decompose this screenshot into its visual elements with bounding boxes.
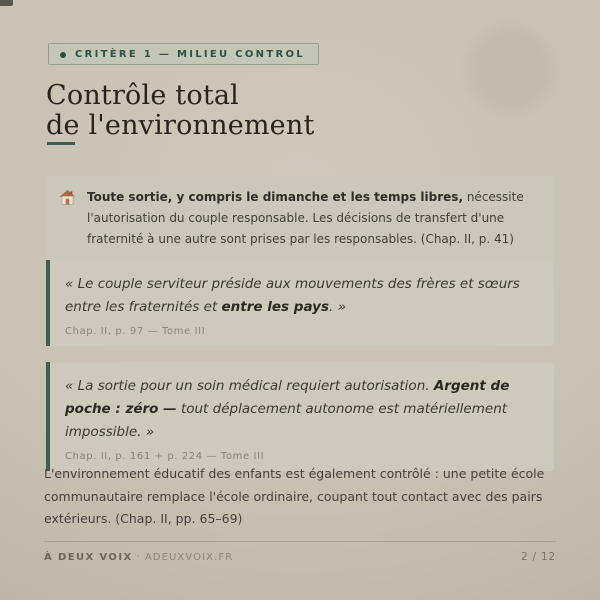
- quote-1-post: . »: [328, 299, 346, 315]
- quote-2-caption: Chap. II, p. 161 + p. 224 — Tome III: [65, 451, 265, 462]
- quote-1-text: [65, 273, 538, 319]
- callout-text-bold: Toute sortie, y compris le dimanche et les temps libres,: [87, 190, 464, 204]
- footer-brand: À DEUX VOIX: [44, 552, 133, 563]
- page-title-line1: Contrôle total: [46, 80, 239, 111]
- quote-1-caption: Chap. II, p. 97 — Tome III: [65, 326, 206, 337]
- footer: [44, 551, 556, 563]
- page-title: [46, 81, 315, 141]
- title-accent-rule: [47, 142, 75, 145]
- criteria-badge: [48, 43, 319, 65]
- badge-label: CRITÈRE 1 — MILIEU CONTROL: [75, 49, 305, 60]
- page-title-line2: de l'environnement: [46, 110, 315, 141]
- page-number: 2 / 12: [520, 551, 556, 563]
- quote-2-pre: « La sortie pour un soin médical requiert autorisation.: [65, 378, 434, 394]
- house-icon: [59, 189, 76, 250]
- callout-text: [87, 187, 540, 250]
- quote-box-2: [46, 362, 554, 471]
- menu-icon[interactable]: [0, 0, 13, 6]
- decorative-circle: [468, 28, 552, 112]
- quote-2-text: [65, 375, 538, 444]
- quote-2-post: tout déplacement autonome est matériellement impossible. »: [65, 401, 508, 440]
- footer-divider: [44, 541, 556, 542]
- body-paragraph: L'environnement éducatif des enfants est également contrôlé : une petite école communautaire remplace l'école ordinaire, coupant tout contact avec des pairs extérieurs. (Chap. II, pp. 65–69): [44, 466, 545, 526]
- quote-box-1: [46, 260, 554, 346]
- quote-1-bold: entre les pays: [221, 299, 329, 315]
- callout-text-rest: nécessite l'autorisation du couple responsable. Les décisions de transfert d'une fraternité à une autre sont prises par les responsables. (Chap. II, p. 41): [87, 190, 524, 246]
- footer-site: ADEUXVOIX.FR: [144, 552, 234, 563]
- quote-2-bold: Argent de poche : zéro —: [65, 378, 510, 417]
- callout-box: [46, 176, 554, 262]
- quote-1-pre: « Le couple serviteur préside aux mouvements des frères et sœurs entre les fraternités et: [65, 276, 520, 315]
- footer-separator: ·: [136, 552, 141, 563]
- footer-brand-line: [44, 552, 233, 563]
- badge-dot-icon: [60, 52, 66, 58]
